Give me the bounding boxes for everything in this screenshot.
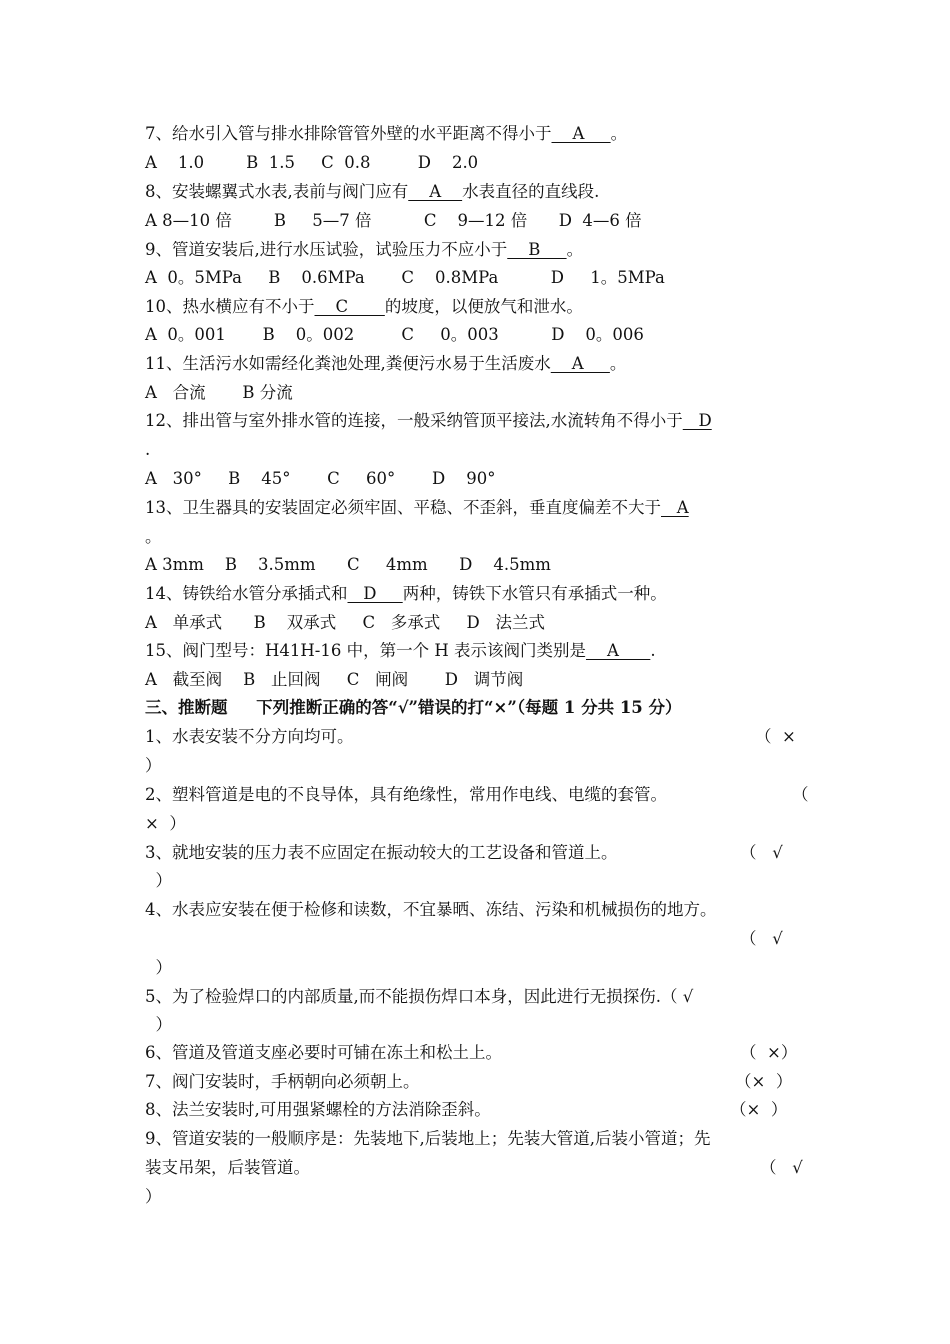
judge-9-mark: （ √: [760, 1158, 803, 1177]
judge-question-9: 9、管道安装的一般顺序是：先装地下,后装地上；先装大管道,后装小管道；先: [145, 1129, 711, 1148]
judge-question-1: 1、水表安装不分方向均可。: [145, 727, 354, 746]
judge-1-mark-cont: ）: [145, 756, 162, 775]
judge-7-mark: （× ）: [735, 1072, 793, 1091]
judge-question-8: 8、法兰安装时,可用强紧螺栓的方法消除歪斜。: [145, 1100, 491, 1119]
question-13: 13、卫生器具的安装固定必须牢固、平稳、不歪斜，垂直度偏差不大于 A: [145, 498, 689, 517]
question-10-options: A 0。001 B 0。002 C 0。003 D 0。006: [145, 325, 644, 344]
question-12-options: A 30° B 45° C 60° D 90°: [145, 469, 496, 488]
judge-2-mark: （: [792, 785, 809, 804]
judge-8-mark: （× ）: [730, 1100, 788, 1119]
question-10: 10、热水横应有不小于 C 的坡度，以便放气和泄水。: [145, 297, 583, 316]
judge-6-mark: （ ×）: [740, 1043, 798, 1062]
section-heading: 三、推断题 下列推断正确的答“√”错误的打“×”（每题 1 分共 15 分）: [145, 698, 682, 717]
question-7-options: A 1.0 B 1.5 C 0.8 D 2.0: [145, 153, 479, 172]
judge-4-mark: （ √: [740, 929, 783, 948]
answer-blank: A: [661, 498, 689, 517]
question-12-continuation: .: [145, 440, 151, 459]
judge-question-3: 3、就地安装的压力表不应固定在振动较大的工艺设备和管道上。: [145, 843, 618, 862]
judge-question-6: 6、管道及管道支座必要时可铺在冻土和松土上。: [145, 1043, 502, 1062]
question-7: 7、给水引入管与排水排除管管外壁的水平距离不得小于 A 。: [145, 124, 628, 143]
answer-blank: B: [507, 240, 567, 259]
judge-4-mark-cont: ）: [145, 958, 172, 977]
question-14: 14、铸铁给水管分承插式和 D 两种，铸铁下水管只有承插式一种。: [145, 584, 667, 603]
question-11: 11、生活污水如需经化粪池处理,粪便污水易于生活废水 A 。: [145, 354, 627, 373]
question-11-options: A 合流 B 分流: [145, 383, 293, 402]
judge-question-2: 2、塑料管道是电的不良导体，具有绝缘性，常用作电线、电缆的套管。: [145, 785, 667, 804]
answer-blank: D: [682, 411, 712, 430]
question-15-options: A 截至阀 B 止回阀 C 闸阀 D 调节阀: [145, 670, 524, 689]
question-13-options: A 3mm B 3.5mm C 4mm D 4.5mm: [145, 555, 551, 574]
judge-question-9-cont: 装支吊架，后装管道。: [145, 1158, 310, 1177]
judge-1-mark: （ ×: [755, 727, 796, 746]
answer-blank: C: [314, 297, 385, 316]
answer-blank: A: [585, 641, 651, 660]
answer-blank: A: [408, 182, 463, 201]
judge-question-4: 4、水表应安装在便于检修和读数，不宜暴晒、冻结、污染和机械损伤的地方。: [145, 900, 717, 919]
judge-3-mark-cont: ）: [145, 871, 172, 890]
judge-5-mark-cont: ）: [145, 1015, 172, 1034]
question-9: 9、管道安装后,进行水压试验，试验压力不应小于 B 。: [145, 240, 584, 259]
answer-blank: D: [347, 584, 403, 603]
question-14-options: A 单承式 B 双承式 C 多承式 D 法兰式: [145, 613, 545, 632]
judge-question-5: 5、为了检验焊口的内部质量,而不能损伤焊口本身，因此进行无损探伤.（ √: [145, 987, 694, 1006]
question-9-options: A 0。5MPa B 0.6MPa C 0.8MPa D 1。5MPa: [145, 268, 665, 287]
question-8-options: A 8—10 倍 B 5—7 倍 C 9—12 倍 D 4—6 倍: [145, 211, 642, 230]
question-15: 15、阀门型号：H41H-16 中，第一个 H 表示该阀门类别是 A .: [145, 641, 656, 660]
judge-3-mark: （ √: [740, 843, 783, 862]
question-13-continuation: 。: [145, 527, 162, 546]
judge-2-mark-cont: × ）: [145, 814, 186, 833]
judge-9-mark-cont: ）: [145, 1187, 162, 1206]
answer-blank: A: [550, 354, 610, 373]
question-12: 12、排出管与室外排水管的连接，一般采纳管顶平接法,水流转角不得小于 D: [145, 411, 712, 430]
answer-blank: A: [551, 124, 611, 143]
judge-question-7: 7、阀门安装时，手柄朝向必须朝上。: [145, 1072, 420, 1091]
question-8: 8、安装螺翼式水表,表前与阀门应有 A 水表直径的直线段.: [145, 182, 600, 201]
